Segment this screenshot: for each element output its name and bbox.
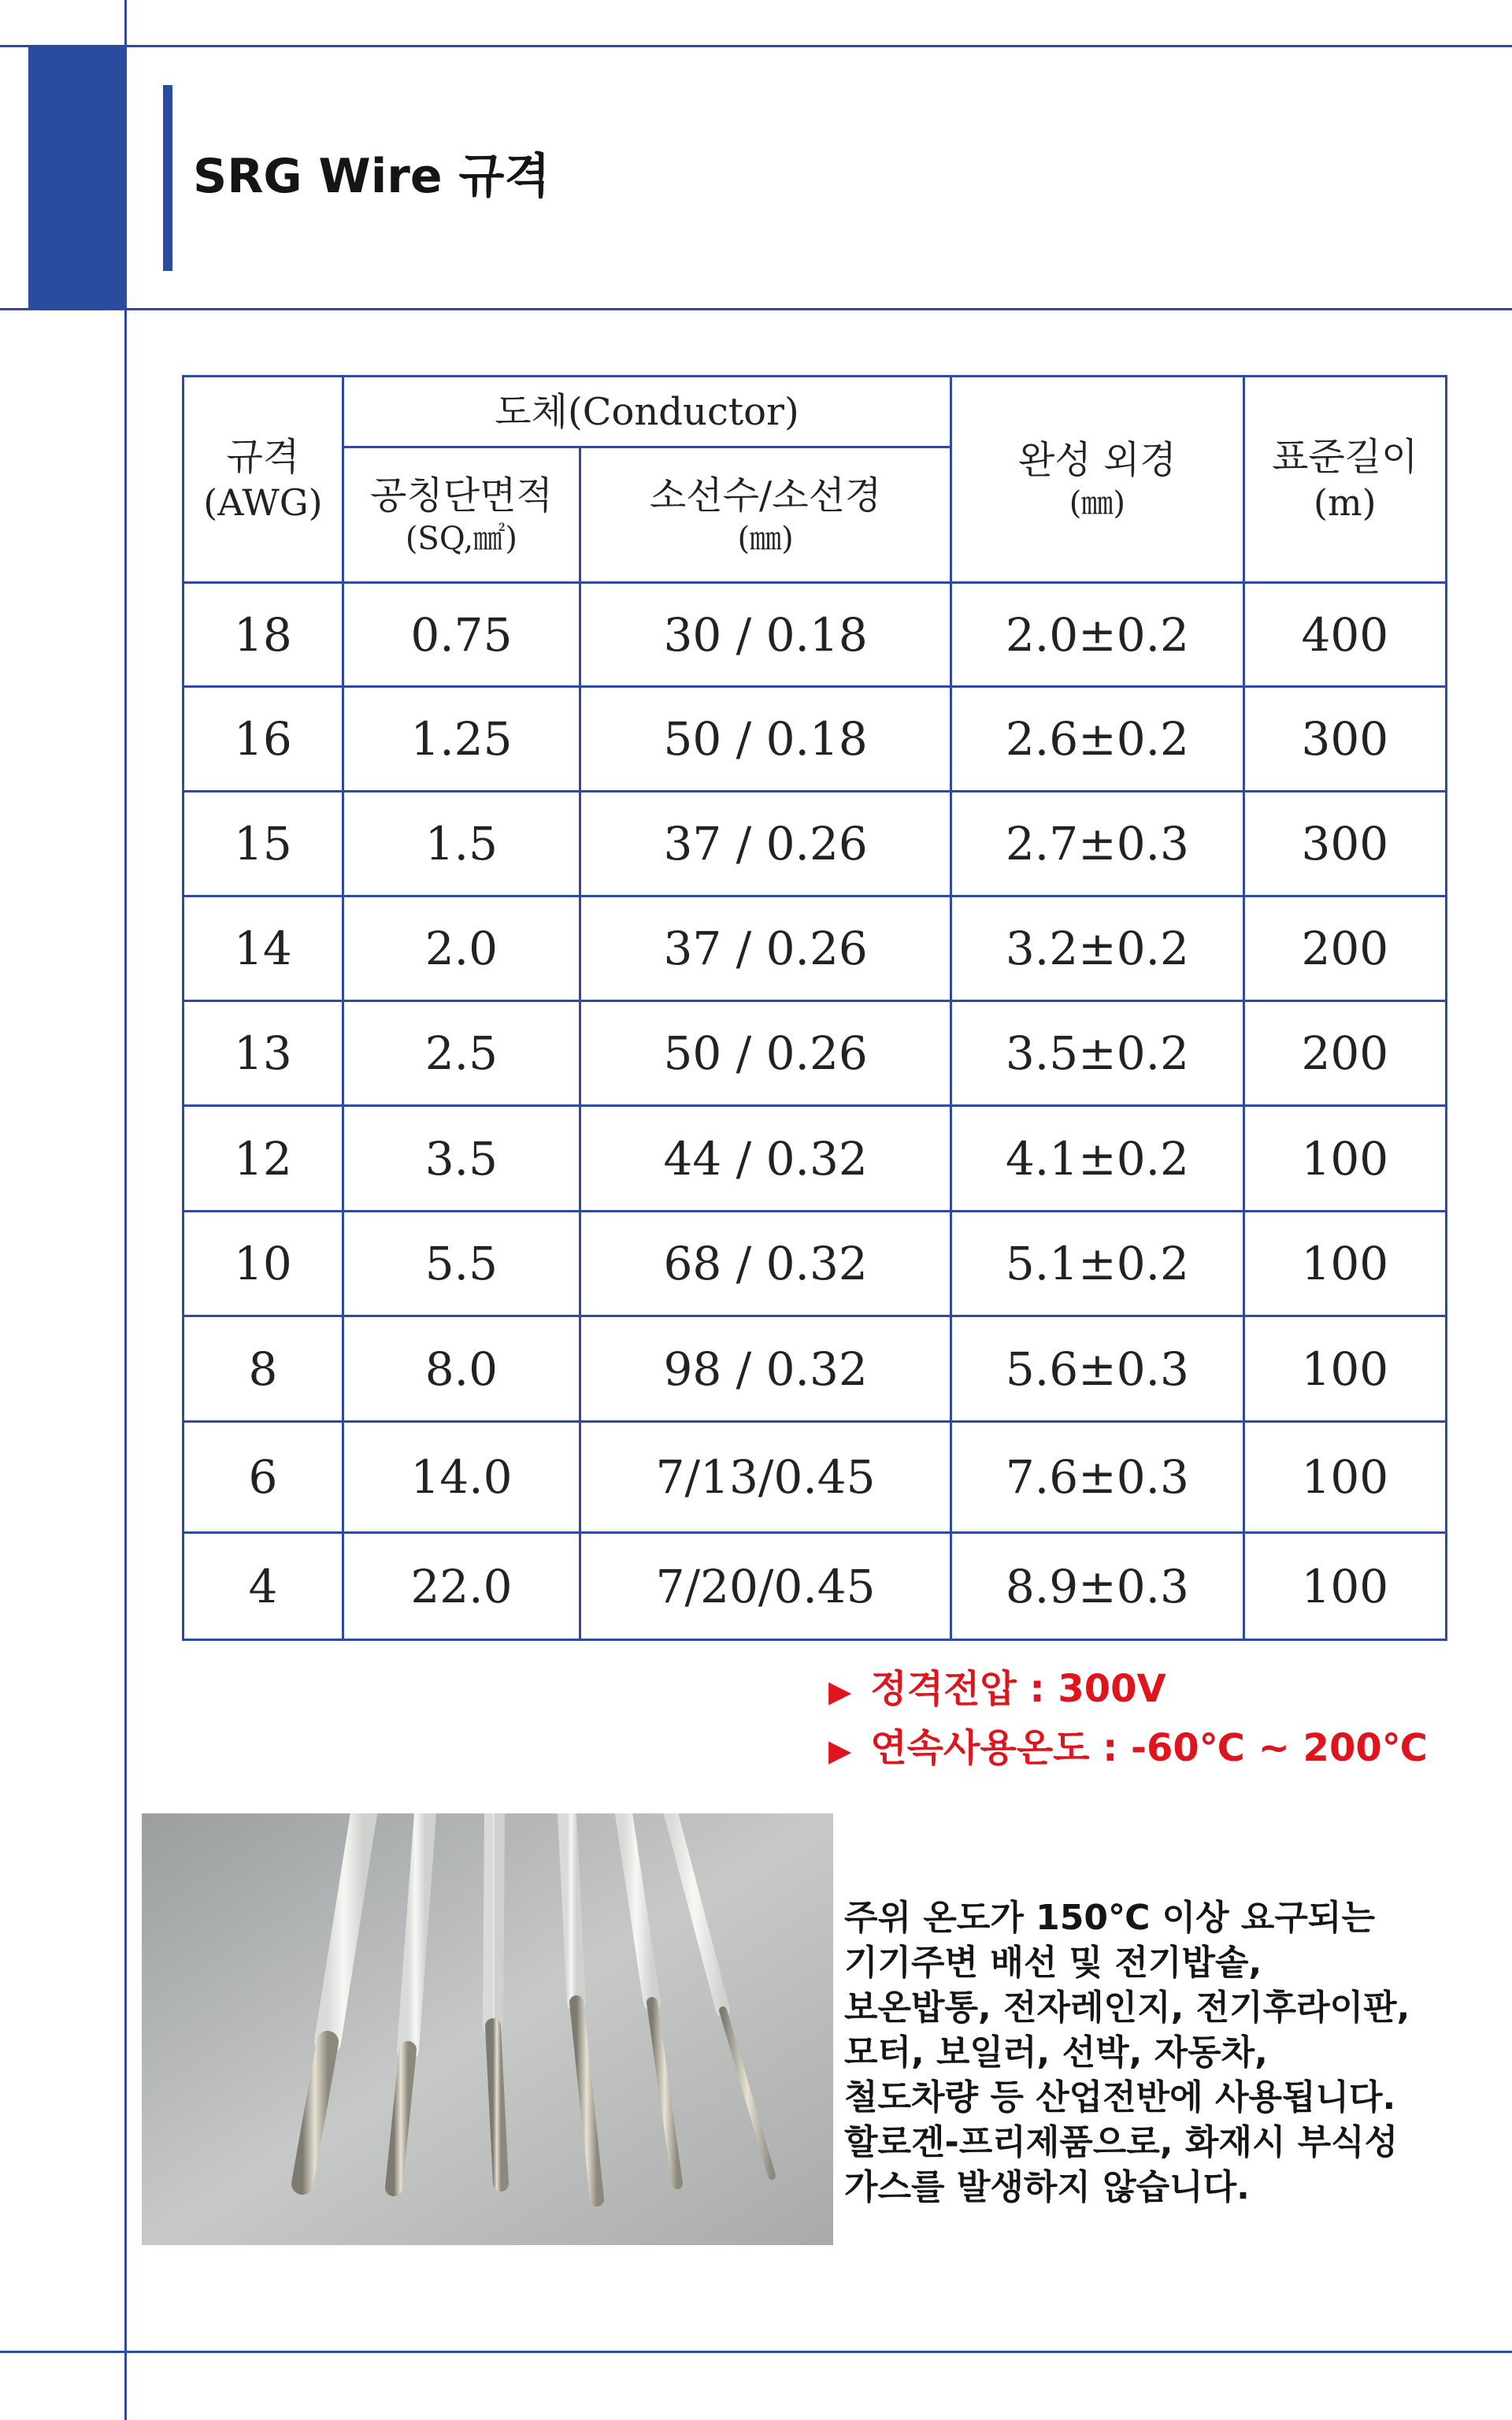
table-row (183, 792, 1447, 896)
description-line: 철도차량 등 산업전반에 사용됩니다. (844, 2077, 1396, 2118)
cell-length: 300 (1243, 792, 1446, 896)
cell-strands: 7/13/0.45 (580, 1422, 951, 1533)
cell-awg: 15 (183, 792, 343, 896)
spec-notes (828, 1661, 1428, 1779)
description-line: 할로겐-프리제품으로, 화재시 부식성 (844, 2122, 1399, 2162)
description-line: 가스를 발생하지 않습니다. (844, 2167, 1250, 2207)
cell-awg: 14 (183, 896, 343, 1001)
cell-strands: 98 / 0.32 (580, 1316, 951, 1422)
cell-area: 22.0 (343, 1533, 580, 1640)
product-photo (142, 1813, 833, 2245)
operating-temp-note: ▶ 연속사용온도 : -60℃ ~ 200℃ (828, 1720, 1428, 1779)
cell-strands: 7/20/0.45 (580, 1533, 951, 1640)
cell-awg: 18 (183, 583, 343, 687)
header-rule (0, 308, 1512, 310)
cell-strands: 37 / 0.26 (580, 792, 951, 896)
cell-od: 2.7±0.3 (951, 792, 1243, 896)
cell-area: 0.75 (343, 583, 580, 687)
page-title: SRG Wire 규격 (193, 149, 550, 204)
cell-length: 100 (1243, 1422, 1446, 1533)
cell-strands: 30 / 0.18 (580, 583, 951, 687)
cell-strands: 50 / 0.26 (580, 1001, 951, 1106)
cell-awg: 4 (183, 1533, 343, 1640)
cell-length: 400 (1243, 583, 1446, 687)
cell-area: 2.0 (343, 896, 580, 1001)
cell-od: 2.0±0.2 (951, 583, 1243, 687)
title-accent-bar (163, 85, 172, 271)
cell-area: 8.0 (343, 1316, 580, 1422)
description-line: 기기주변 배선 및 전기밥솥, (844, 1943, 1262, 1983)
table-row (183, 896, 1447, 1001)
cell-length: 100 (1243, 1316, 1446, 1422)
cell-awg: 6 (183, 1422, 343, 1533)
cell-length: 100 (1243, 1212, 1446, 1316)
cell-awg: 10 (183, 1212, 343, 1316)
table-row (183, 1422, 1447, 1533)
cell-od: 3.2±0.2 (951, 896, 1243, 1001)
header-awg: 규격 (AWG) (183, 377, 343, 583)
cell-od: 4.1±0.2 (951, 1106, 1243, 1212)
header-od: 완성 외경 (㎜) (951, 377, 1243, 583)
table-row (183, 1533, 1447, 1640)
cell-length: 200 (1243, 1001, 1446, 1106)
cell-od: 3.5±0.2 (951, 1001, 1243, 1106)
top-rule (0, 45, 1512, 47)
cell-length: 200 (1243, 896, 1446, 1001)
product-description (844, 1895, 1498, 2210)
cell-od: 5.1±0.2 (951, 1212, 1243, 1316)
cell-length: 300 (1243, 687, 1446, 792)
rated-voltage-note: ▶ 정격전압 : 300V (828, 1661, 1428, 1720)
footer-rule (0, 2351, 1512, 2353)
table-row (183, 583, 1447, 687)
cell-awg: 12 (183, 1106, 343, 1212)
cell-od: 8.9±0.3 (951, 1533, 1243, 1640)
header-conductor: 도체(Conductor) (343, 377, 951, 447)
cell-strands: 50 / 0.18 (580, 687, 951, 792)
header-length: 표준길이 (m) (1243, 377, 1446, 583)
cell-strands: 44 / 0.32 (580, 1106, 951, 1212)
cell-area: 3.5 (343, 1106, 580, 1212)
cell-awg: 8 (183, 1316, 343, 1422)
table-row (183, 1316, 1447, 1422)
cell-area: 5.5 (343, 1212, 580, 1316)
cell-length: 100 (1243, 1533, 1446, 1640)
cell-strands: 37 / 0.26 (580, 896, 951, 1001)
table-row (183, 687, 1447, 792)
cell-od: 5.6±0.3 (951, 1316, 1243, 1422)
table-header-row (183, 377, 1447, 447)
header-area: 공칭단면적 (SQ,㎟) (343, 447, 580, 583)
cell-od: 7.6±0.3 (951, 1422, 1243, 1533)
table-row (183, 1001, 1447, 1106)
description-line: 모터, 보일러, 선박, 자동차, (844, 2032, 1268, 2073)
description-line: 보온밥통, 전자레인지, 전기후라이판, (844, 1988, 1410, 2028)
left-rule (124, 0, 127, 2420)
triangle-bullet-icon: ▶ (828, 1674, 852, 1709)
cell-area: 14.0 (343, 1422, 580, 1533)
spec-table (182, 375, 1447, 1641)
header-accent-block (28, 45, 124, 308)
cell-strands: 68 / 0.32 (580, 1212, 951, 1316)
table-row (183, 1106, 1447, 1212)
cell-area: 2.5 (343, 1001, 580, 1106)
description-line: 주위 온도가 150℃ 이상 요구되는 (844, 1898, 1375, 1938)
cell-awg: 13 (183, 1001, 343, 1106)
cell-length: 100 (1243, 1106, 1446, 1212)
triangle-bullet-icon: ▶ (828, 1733, 852, 1768)
cell-od: 2.6±0.2 (951, 687, 1243, 792)
cell-area: 1.25 (343, 687, 580, 792)
cell-awg: 16 (183, 687, 343, 792)
table-row (183, 1212, 1447, 1316)
header-strands: 소선수/소선경 (㎜) (580, 447, 951, 583)
cell-area: 1.5 (343, 792, 580, 896)
